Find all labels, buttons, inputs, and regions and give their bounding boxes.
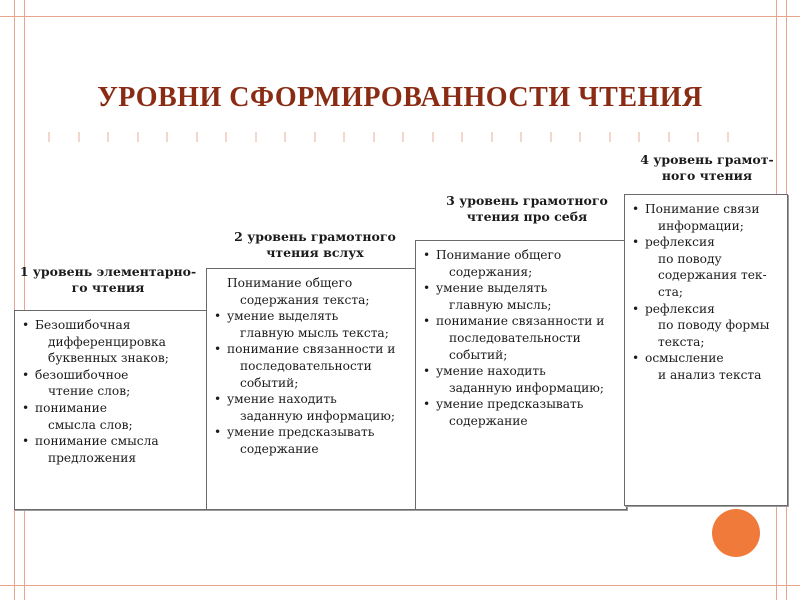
decorative-ticks [48,132,748,142]
list-item: • осмысление и анализ текста [632,351,762,382]
level-1-heading: 1 уровень элементарно- го чтения [19,264,197,295]
reading-levels-diagram [10,147,792,512]
tick-mark [727,132,729,142]
tick-mark [579,132,581,142]
level-2-heading: 2 уровень грамотного чтения вслух [234,229,396,260]
decorative-dot [712,509,760,557]
list-item: • рефлексия по поводу содержания тек- ста; [632,235,767,299]
list-item: • понимание смысла предложения [22,434,159,465]
level-2-box [206,268,418,510]
tick-mark [255,132,257,142]
tick-mark [284,132,286,142]
tick-mark [638,132,640,142]
list-item: • понимание смысла слов; [22,400,133,432]
tick-mark [697,132,699,142]
tick-mark [107,132,109,142]
tick-mark [78,132,80,142]
tick-mark [461,132,463,142]
tick-mark [668,132,670,142]
list-item: • понимание связанности и последовательности событий; [423,314,605,362]
list-item: • умение находить заданную информацию; [423,364,604,395]
tick-mark [550,132,552,142]
list-item: • безошибочное чтение слов; [22,367,131,399]
tick-mark [491,132,493,142]
level-3-heading: 3 уровень грамотного чтения про себя [446,193,608,224]
tick-mark [314,132,316,142]
tick-mark [137,132,139,142]
list-item: • рефлексия по поводу формы текста; [632,301,770,349]
level-4-heading: 4 уровень грамот- ного чтения [640,152,774,183]
list-item: Понимание общего содержания текста; [227,276,370,307]
tick-mark [373,132,375,142]
list-item: • умение выделять главную мысль текста; [214,309,389,340]
list-item: • умение предсказывать содержание [423,397,584,428]
list-item: • Безошибочная дифференцировка буквенных знаков; [22,318,169,366]
level-1-box [14,310,210,510]
list-item: • Понимание связи информации; [632,202,760,233]
tick-mark [520,132,522,142]
tick-mark [432,132,434,142]
list-item: • Понимание общего содержания; [423,248,562,279]
tick-mark [343,132,345,142]
tick-mark [166,132,168,142]
list-item: • умение находить заданную информацию; [214,392,395,423]
level-4-box [624,194,788,506]
tick-mark [402,132,404,142]
list-item: • умение выделять главную мысль; [423,281,552,312]
list-item: • понимание связанности и последовательности событий; [214,342,396,390]
tick-mark [225,132,227,142]
frame-line-bottom [0,585,800,586]
tick-mark [48,132,50,142]
slide-title: УРОВНИ СФОРМИРОВАННОСТИ ЧТЕНИЯ [97,82,703,113]
tick-mark [609,132,611,142]
frame-line-top [0,16,800,17]
list-item: • умение предсказывать содержание [214,425,375,456]
tick-mark [196,132,198,142]
level-3-box [415,240,627,510]
